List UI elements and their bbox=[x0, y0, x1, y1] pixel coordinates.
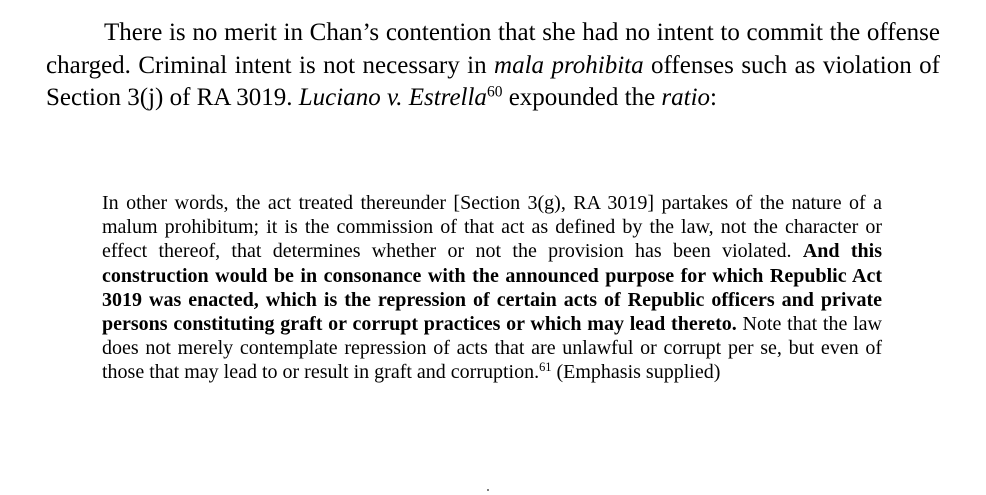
body-text-part-1: There is no merit in Chan’s contention that she had no intent to commit the offense charged. Criminal intent is not necessary in bbox=[46, 19, 940, 79]
quote-text-part-1: In other words, the act treated thereunder [Section 3(g), RA 3019] partakes of the nature of a malum prohibitum; it is the commission of that act as defined by the law, not the character or effect thereof, that determines whether or not the provision has been violated. bbox=[102, 192, 882, 263]
footnote-ref-61: 61 bbox=[539, 360, 552, 375]
quote-text-part-3: (Emphasis supplied) bbox=[551, 361, 721, 384]
body-text-part-3: expounded the bbox=[502, 84, 662, 111]
quote-emphasis: And this construction would be in consonance with the announced purpose for which Republic Act 3019 was enacted, which is the repression of certain acts of Republic officers and private persons constituting graft or corrupt practices or which may lead thereto. bbox=[102, 240, 882, 336]
body-paragraph bbox=[46, 17, 940, 115]
case-citation: Luciano v. Estrella bbox=[298, 84, 487, 111]
quote-text-part-2: Note that the law does not merely contemplate repression of acts that are unlawful or corrupt per se, but even of those that may lead to or result in graft and corruption. bbox=[102, 313, 882, 384]
block-quote bbox=[102, 191, 882, 385]
scan-speck bbox=[487, 489, 489, 491]
body-text-part-2: offenses such as violation of Section 3(j) of RA 3019. bbox=[46, 51, 940, 111]
ratio-term: ratio bbox=[661, 84, 711, 111]
footnote-ref-60: 60 bbox=[486, 83, 503, 101]
body-text-part-4: : bbox=[710, 84, 717, 111]
mala-prohibita-term: mala prohibita bbox=[494, 51, 644, 79]
